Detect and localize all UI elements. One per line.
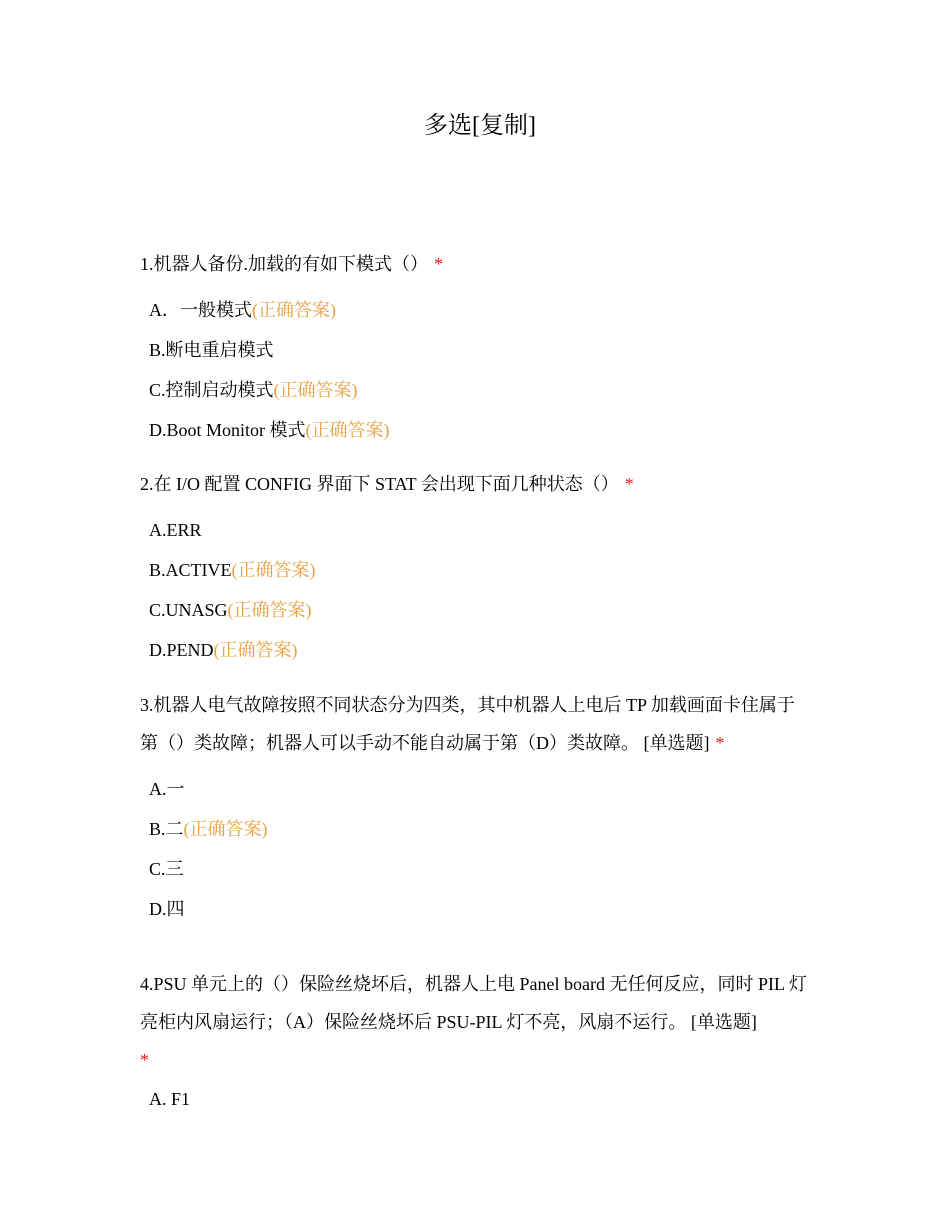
question-4-option-a[interactable] (149, 1086, 190, 1112)
question-4-prompt: 4.PSU 单元上的（）保险丝烧坏后，机器人上电 Panel board 无任何反应，同时 PIL 灯亮柜内风扇运行；（A）保险丝烧坏后 PSU-PIL 灯不亮，风扇不运行。 [单选题] (140, 974, 807, 1032)
option-label: B.二 (149, 819, 184, 839)
question-2-option-a[interactable] (149, 517, 202, 543)
question-1 (140, 245, 810, 283)
correct-answer-tag: (正确答案) (273, 380, 358, 400)
question-1-option-c[interactable] (149, 377, 358, 403)
correct-answer-tag: (正确答案) (213, 640, 298, 660)
question-1-option-a[interactable] (149, 297, 336, 323)
question-3-prompt: 3.机器人电气故障按照不同状态分为四类，其中机器人上电后 TP 加载画面卡住属于第（）类故障；机器人可以手动不能自动属于第（D）类故障。 [单选题] (140, 695, 795, 753)
option-label: A. F1 (149, 1089, 191, 1109)
required-mark: * (140, 1050, 149, 1070)
question-3-option-d[interactable] (149, 896, 185, 922)
correct-answer-tag: (正确答案) (231, 560, 316, 580)
question-2-prompt: 2.在 I/O 配置 CONFIG 界面下 STAT 会出现下面几种状态（） (140, 474, 619, 494)
correct-answer-tag: (正确答案) (305, 420, 390, 440)
correct-answer-tag: (正确答案) (227, 600, 312, 620)
option-label: D.四 (149, 899, 185, 919)
option-label: A.一 (149, 779, 185, 799)
question-3 (140, 686, 810, 762)
correct-answer-tag: (正确答案) (183, 819, 268, 839)
question-3-option-c[interactable] (149, 856, 184, 882)
correct-answer-tag: (正确答案) (252, 300, 336, 320)
question-3-option-b[interactable] (149, 816, 268, 842)
question-2-option-b[interactable] (149, 557, 316, 583)
option-label: C.三 (149, 859, 184, 879)
question-2 (140, 465, 810, 503)
option-label: C.控制启动模式 (149, 380, 274, 400)
required-mark: * (434, 254, 443, 274)
option-label: B.断电重启模式 (149, 340, 274, 360)
required-mark: * (715, 733, 725, 753)
required-mark: * (624, 474, 634, 494)
option-label: D.PEND (149, 640, 214, 660)
question-1-option-b[interactable] (149, 337, 274, 363)
question-2-option-d[interactable] (149, 637, 298, 663)
question-1-prompt: 1.机器人备份.加载的有如下模式（） (140, 254, 428, 274)
question-3-option-a[interactable] (149, 776, 185, 802)
document-title: 多选[复制] (424, 113, 536, 139)
option-label: B.ACTIVE (149, 560, 232, 580)
option-label: A.ERR (149, 520, 202, 540)
question-2-option-c[interactable] (149, 597, 312, 623)
option-label: C.UNASG (149, 600, 228, 620)
option-label: A．一般模式 (149, 300, 252, 320)
question-1-option-d[interactable] (149, 417, 390, 443)
question-4 (140, 965, 810, 1079)
option-label: D.Boot Monitor 模式 (149, 420, 306, 440)
